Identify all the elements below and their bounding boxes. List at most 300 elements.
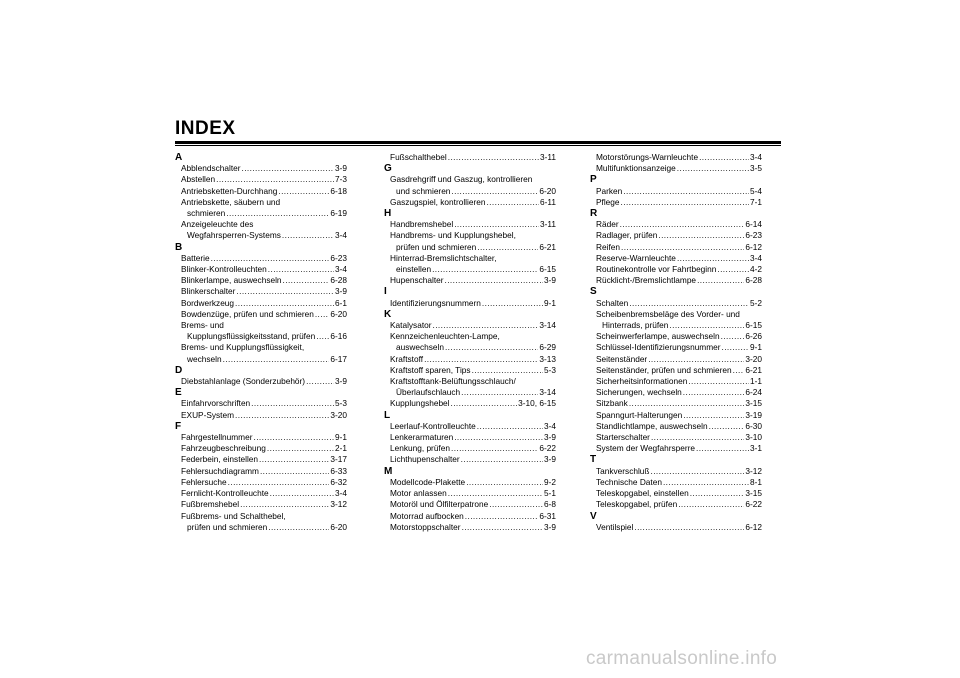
index-entry[interactable] — [590, 219, 762, 230]
index-entry-term: Spanngurt-Halterungen — [596, 409, 683, 420]
index-entry-term: Katalysator — [390, 320, 432, 331]
dot-leader — [211, 253, 330, 264]
index-entry-page: 6-29 — [539, 342, 556, 353]
index-entry[interactable] — [384, 443, 556, 454]
index-entry-term: schmieren — [187, 208, 226, 219]
index-entry-page: 3-9 — [544, 432, 556, 443]
index-entry-page: 3-4 — [750, 152, 762, 162]
page-title: INDEX — [175, 118, 236, 139]
index-entry[interactable] — [175, 466, 347, 477]
index-entry-page: 3-4 — [750, 252, 762, 263]
index-entry[interactable] — [384, 398, 556, 409]
dot-leader — [629, 298, 749, 309]
dot-leader — [466, 477, 543, 488]
index-entry-term: Abblendschalter — [181, 163, 241, 174]
index-entry-term: Rücklicht-/Bremslichtlampe — [596, 275, 697, 286]
index-entry-term: Diebstahlanlage (Sonderzubehör) — [181, 376, 306, 387]
index-entry-term: Seitenständer, prüfen und schmieren — [596, 364, 732, 375]
index-entry-page: 6-31 — [539, 510, 556, 521]
index-entry-term: System der Wegfahrsperre — [596, 443, 695, 454]
index-entry-term: Blinkerschalter — [181, 286, 236, 297]
index-entry[interactable] — [384, 152, 556, 163]
index-entry-page: 9-1 — [750, 342, 762, 353]
index-entry-page: 3-9 — [544, 521, 556, 532]
dot-leader — [306, 376, 334, 387]
index-entry-term: Starterschalter — [596, 432, 650, 443]
index-entry-term: Batterie — [181, 252, 210, 263]
index-letter: L — [384, 409, 391, 421]
index-entry[interactable] — [590, 387, 762, 398]
index-entry-term: Tankverschluß — [596, 465, 650, 476]
index-entry[interactable] — [384, 219, 556, 230]
index-letter: K — [384, 308, 392, 320]
index-entry[interactable] — [590, 522, 762, 533]
index-entry[interactable] — [590, 354, 762, 365]
index-entry[interactable] — [590, 466, 762, 477]
index-entry-page: 6-23 — [745, 230, 762, 241]
dot-leader — [651, 432, 744, 443]
index-entry-term: wechseln — [187, 353, 222, 364]
index-entry-term: Fahrgestellnummer — [181, 432, 253, 443]
index-entry[interactable] — [590, 410, 762, 421]
index-entry[interactable] — [590, 443, 762, 454]
index-entry-page: 3-9 — [335, 163, 347, 174]
index-entry-term: Federbein, einstellen — [181, 454, 259, 465]
index-entry-line: Hinterrad-Bremslichtschalter, — [390, 252, 497, 263]
index-entry[interactable] — [590, 163, 762, 174]
dot-leader — [683, 410, 744, 421]
index-entry-term: Abstellen — [181, 174, 216, 185]
dot-leader — [629, 398, 745, 409]
index-entry-page: 4-2 — [750, 264, 762, 275]
index-entry[interactable] — [384, 432, 556, 443]
index-entry[interactable] — [384, 342, 556, 353]
dot-leader — [316, 331, 329, 342]
index-entry-page: 6-20 — [330, 521, 347, 532]
index-entry[interactable] — [175, 275, 347, 286]
index-entry-page: 3-1 — [750, 443, 762, 454]
index-entry-page: 1-1 — [750, 376, 762, 387]
index-entry-term: Motorstoppschalter — [390, 521, 461, 532]
index-entry-term: Kupplungshebel — [390, 398, 450, 409]
index-entry[interactable] — [384, 499, 556, 510]
dot-leader — [223, 354, 330, 365]
dot-leader — [445, 275, 543, 286]
index-entry[interactable] — [590, 342, 762, 353]
dot-leader — [697, 275, 744, 286]
dot-leader — [283, 275, 330, 286]
index-entry-term: Sicherungen, wechseln — [596, 387, 682, 398]
index-entry-term: prüfen und schmieren — [187, 521, 268, 532]
index-entry[interactable] — [384, 477, 556, 488]
index-entry-page: 6-26 — [745, 331, 762, 342]
dot-leader — [270, 488, 334, 499]
index-entry-term: und schmieren — [396, 185, 451, 196]
index-entry-page: 3-17 — [330, 454, 347, 465]
dot-leader — [448, 152, 539, 163]
index-entry[interactable] — [590, 376, 762, 387]
index-entry[interactable] — [590, 488, 762, 499]
index-entry-page: 6-12 — [745, 521, 762, 532]
index-entry[interactable] — [175, 331, 347, 342]
index-entry-page: 3-11 — [540, 152, 556, 162]
index-letter: T — [590, 454, 597, 466]
index-entry-line: Fußbrems- und Schalthebel, — [181, 510, 286, 521]
index-entry-term: Fußbremshebel — [181, 499, 240, 510]
index-entry-line: Kennzeichenleuchten-Lampe, — [390, 331, 500, 342]
dot-leader — [482, 298, 543, 309]
index-entry-page: 8-1 — [750, 476, 762, 487]
dot-leader — [621, 197, 749, 208]
index-entry[interactable] — [175, 309, 347, 320]
index-entry-term: Blinkerlampe, auswechseln — [181, 275, 282, 286]
dot-leader — [717, 264, 749, 275]
index-entry-page: 6-33 — [330, 465, 347, 476]
index-entry[interactable] — [175, 488, 347, 499]
index-entry-term: Fußschalthebel — [390, 152, 447, 162]
index-entry[interactable] — [384, 454, 556, 465]
index-entry-page: 6-15 — [745, 320, 762, 331]
index-entry[interactable] — [590, 197, 762, 208]
index-entry-term: Scheinwerferlampe, auswechseln — [596, 331, 720, 342]
index-entry-page: 3-20 — [745, 353, 762, 364]
title-rule — [175, 141, 781, 144]
index-entry-term: Motorstörungs-Warnleuchte — [596, 152, 699, 162]
dot-leader — [677, 253, 749, 264]
index-entry[interactable] — [590, 398, 762, 409]
index-entry-page: 6-32 — [330, 476, 347, 487]
index-entry-page: 3-4 — [335, 264, 347, 275]
index-entry-line: Brems- und Kupplungsflüssigkeit, — [181, 342, 305, 353]
index-entry-page: 6-22 — [539, 443, 556, 454]
index-entry[interactable] — [590, 499, 762, 510]
index-entry-page: 6-19 — [330, 208, 347, 219]
index-entry-term: Schlüssel-Identifizierungsnummer — [596, 342, 721, 353]
index-entry-term: Seitenständer — [596, 353, 648, 364]
dot-leader — [451, 186, 538, 197]
title-rule-thin — [175, 145, 781, 146]
dot-leader — [451, 398, 518, 409]
index-entry[interactable] — [384, 511, 556, 522]
index-entry[interactable] — [175, 163, 347, 174]
index-entry-line: Scheibenbremsbeläge des Vorder- und — [596, 308, 740, 319]
index-entry-page: 6-15 — [539, 264, 556, 275]
index-letter: V — [590, 510, 597, 522]
index-entry-page: 3-9 — [335, 376, 347, 387]
index-entry-term: Kraftstoff — [390, 353, 424, 364]
index-entry-term: Handbremshebel — [390, 219, 454, 230]
index-entry-term: Identifizierungsnummern — [390, 297, 481, 308]
index-entry[interactable] — [384, 186, 556, 197]
index-letter: G — [384, 163, 392, 175]
index-entry-term: Antriebsketten-Durchhang — [181, 185, 278, 196]
index-entry-page: 3-10, 6-15 — [518, 398, 556, 409]
dot-leader — [461, 387, 538, 398]
index-entry-page: 3-14 — [539, 387, 556, 398]
dot-leader — [709, 421, 745, 432]
index-entry[interactable] — [175, 298, 347, 309]
index-entry-term: Kraftstoff sparen, Tips — [390, 364, 471, 375]
index-entry-term: Einfahrvorschriften — [181, 398, 251, 409]
dot-leader — [621, 242, 744, 253]
index-entry-page: 7-1 — [750, 196, 762, 207]
index-entry[interactable] — [384, 354, 556, 365]
index-entry[interactable] — [590, 477, 762, 488]
index-entry-page: 5-2 — [750, 297, 762, 308]
index-entry[interactable] — [384, 387, 556, 398]
dot-leader — [678, 499, 744, 510]
index-letter: H — [384, 208, 392, 220]
index-entry-page: 3-4 — [335, 230, 347, 241]
index-entry-term: Fernlicht-Kontrolleuchte — [181, 488, 269, 499]
index-entry-line: Handbrems- und Kupplungshebel, — [390, 230, 516, 241]
index-entry-page: 9-1 — [544, 297, 556, 308]
index-entry-page: 5-4 — [750, 185, 762, 196]
index-entry-term: Teleskopgabel, einstellen — [596, 488, 689, 499]
index-entry-page: 3-14 — [539, 320, 556, 331]
index-entry-page: 6-28 — [330, 275, 347, 286]
index-entry-term: Bordwerkzeug — [181, 297, 235, 308]
index-entry[interactable] — [175, 376, 347, 387]
index-letter: I — [384, 286, 387, 298]
index-entry-term: Routinekontrolle vor Fahrtbeginn — [596, 264, 717, 275]
index-entry-page: 9-2 — [544, 476, 556, 487]
dot-leader — [451, 443, 538, 454]
index-entry-page: 3-12 — [745, 465, 762, 476]
index-entry-page: 5-1 — [544, 488, 556, 499]
index-entry-page: 6-16 — [330, 331, 347, 342]
dot-leader — [623, 186, 749, 197]
index-entry-term: Lenkung, prüfen — [390, 443, 450, 454]
dot-leader — [677, 163, 749, 174]
index-entry[interactable] — [590, 253, 762, 264]
index-entry[interactable] — [175, 477, 347, 488]
index-column-2 — [384, 152, 556, 533]
index-entry-page: 6-24 — [745, 387, 762, 398]
dot-leader — [489, 499, 543, 510]
dot-leader — [683, 387, 745, 398]
dot-leader — [663, 477, 749, 488]
index-letter: F — [175, 420, 182, 432]
index-entry[interactable] — [590, 421, 762, 432]
dot-leader — [424, 354, 538, 365]
dot-leader — [648, 354, 744, 365]
index-entry[interactable] — [175, 186, 347, 197]
dot-leader — [465, 511, 539, 522]
index-entry-page: 3-15 — [745, 398, 762, 409]
dot-leader — [721, 331, 745, 342]
index-entry-page: 6-22 — [745, 499, 762, 510]
index-entry[interactable] — [590, 432, 762, 443]
index-entry[interactable] — [590, 275, 762, 286]
dot-leader — [454, 432, 543, 443]
dot-leader — [448, 488, 543, 499]
dot-leader — [236, 286, 334, 297]
dot-leader — [477, 421, 543, 432]
index-entry-page: 3-9 — [544, 275, 556, 286]
index-entry[interactable] — [384, 421, 556, 432]
index-entry-page: 3-13 — [539, 353, 556, 364]
index-entry-page: 3-4 — [335, 488, 347, 499]
index-entry-term: Pflege — [596, 196, 620, 207]
dot-leader — [235, 298, 334, 309]
index-entry[interactable] — [590, 320, 762, 331]
index-entry[interactable] — [590, 242, 762, 253]
index-entry-term: Radlager, prüfen — [596, 230, 658, 241]
dot-leader — [454, 219, 539, 230]
dot-leader — [462, 522, 543, 533]
index-entry-term: Multifunktionsanzeige — [596, 163, 676, 174]
dot-leader — [268, 522, 329, 533]
index-entry-term: Parken — [596, 185, 623, 196]
dot-leader — [228, 477, 330, 488]
index-letter: E — [175, 387, 182, 399]
dot-leader — [432, 264, 538, 275]
index-entry-page: 3-9 — [544, 454, 556, 465]
index-entry-term: Motor anlassen — [390, 488, 447, 499]
dot-leader — [445, 342, 538, 353]
dot-leader — [267, 443, 334, 454]
index-entry-term: Technische Daten — [596, 476, 662, 487]
dot-leader — [620, 219, 745, 230]
index-entry-page: 3-19 — [745, 409, 762, 420]
watermark: carmanualsonline.info — [586, 648, 778, 669]
index-entry-term: Sitzbank — [596, 398, 628, 409]
index-entry-page: 6-30 — [745, 420, 762, 431]
index-entry[interactable] — [175, 410, 347, 421]
dot-leader — [278, 186, 329, 197]
index-entry-term: Bowdenzüge, prüfen und schmieren — [181, 308, 314, 319]
index-entry-term: prüfen und schmieren — [396, 241, 477, 252]
dot-leader — [651, 466, 745, 477]
index-entry-term: Kupplungsflüssigkeitsstand, prüfen — [187, 331, 316, 342]
index-entry-page: 6-23 — [330, 252, 347, 263]
index-entry-page: 6-18 — [330, 185, 347, 196]
index-entry-page: 6-1 — [335, 297, 347, 308]
index-entry[interactable] — [175, 443, 347, 454]
dot-leader — [461, 454, 543, 465]
index-entry[interactable] — [175, 354, 347, 365]
index-entry-page: 6-21 — [745, 364, 762, 375]
index-entry-term: Räder — [596, 219, 619, 230]
index-column-3 — [590, 152, 762, 533]
index-entry-term: Fehlersuchdiagramm — [181, 465, 259, 476]
index-entry-term: Sicherheitsinformationen — [596, 376, 688, 387]
index-entry[interactable] — [384, 264, 556, 275]
index-entry-page: 9-1 — [335, 432, 347, 443]
index-entry[interactable] — [384, 488, 556, 499]
index-entry[interactable] — [590, 152, 762, 163]
dot-leader — [486, 197, 539, 208]
index-entry[interactable] — [384, 365, 556, 376]
index-entry[interactable] — [384, 298, 556, 309]
index-entry-page: 6-21 — [539, 241, 556, 252]
index-entry[interactable] — [175, 174, 347, 185]
index-entry-page: 6-14 — [745, 219, 762, 230]
index-entry-term: Reifen — [596, 241, 620, 252]
index-entry-term: Blinker-Kontrolleuchten — [181, 264, 267, 275]
index-entry[interactable] — [175, 522, 347, 533]
index-entry-page: 3-4 — [544, 420, 556, 431]
dot-leader — [669, 320, 744, 331]
index-entry[interactable] — [175, 208, 347, 219]
index-entry-line: Kraftstofftank-Belüftungsschlauch/ — [390, 376, 516, 387]
index-entry-page: 5-3 — [335, 398, 347, 409]
index-entry-term: Teleskopgabel, prüfen — [596, 499, 678, 510]
dot-leader — [242, 163, 334, 174]
index-entry-line: Antriebskette, säubern und — [181, 196, 281, 207]
index-entry-page: 6-20 — [330, 308, 347, 319]
dot-leader — [433, 320, 539, 331]
index-entry[interactable] — [384, 522, 556, 533]
index-entry[interactable] — [590, 365, 762, 376]
index-entry[interactable] — [175, 230, 347, 241]
index-entry[interactable] — [175, 432, 347, 443]
index-entry[interactable] — [384, 275, 556, 286]
index-entry-page: 3-15 — [745, 488, 762, 499]
index-letter: D — [175, 364, 183, 376]
dot-leader — [733, 365, 745, 376]
index-entry-term: Wegfahrsperren-Systems — [187, 230, 281, 241]
index-entry-page: 3-10 — [745, 432, 762, 443]
index-entry-page: 6-8 — [544, 499, 556, 510]
index-entry[interactable] — [175, 454, 347, 465]
index-letter: R — [590, 208, 598, 220]
index-entry-line: Anzeigeleuchte des — [181, 219, 254, 230]
index-entry[interactable] — [384, 242, 556, 253]
dot-leader — [472, 365, 543, 376]
index-entry-page: 6-20 — [539, 185, 556, 196]
index-entry[interactable] — [590, 230, 762, 241]
index-letter: B — [175, 241, 183, 253]
dot-leader — [658, 230, 744, 241]
index-letter: A — [175, 152, 183, 163]
index-entry[interactable] — [384, 197, 556, 208]
index-entry[interactable] — [175, 286, 347, 297]
dot-leader — [696, 443, 749, 454]
index-entry[interactable] — [175, 253, 347, 264]
index-entry[interactable] — [590, 331, 762, 342]
index-entry[interactable] — [175, 398, 347, 409]
index-entry-term: Lichthupenschalter — [390, 454, 460, 465]
index-entry-page: 3-12 — [330, 499, 347, 510]
index-entry-term: Fahrzeugbeschreibung — [181, 443, 266, 454]
index-entry-page: 6-28 — [745, 275, 762, 286]
index-entry-page: 3-5 — [750, 163, 762, 174]
index-entry[interactable] — [590, 186, 762, 197]
index-entry[interactable] — [384, 320, 556, 331]
index-entry-page: 6-17 — [330, 353, 347, 364]
dot-leader — [253, 432, 334, 443]
index-entry-term: Motoröl und Ölfilterpatrone — [390, 499, 489, 510]
index-entry[interactable] — [590, 264, 762, 275]
dot-leader — [722, 342, 749, 353]
index-entry[interactable] — [175, 499, 347, 510]
index-entry-page: 2-1 — [335, 443, 347, 454]
dot-leader — [699, 152, 749, 163]
index-entry[interactable] — [590, 298, 762, 309]
index-entry[interactable] — [175, 264, 347, 275]
dot-leader — [251, 398, 334, 409]
index-entry-term: Reserve-Warnleuchte — [596, 252, 676, 263]
index-entry-term: Hinterrads, prüfen — [602, 320, 669, 331]
index-entry-term: Modellcode-Plakette — [390, 476, 466, 487]
index-letter: S — [590, 286, 597, 298]
dot-leader — [688, 376, 749, 387]
index-entry-term: EXUP-System — [181, 409, 235, 420]
index-entry-term: Hupenschalter — [390, 275, 444, 286]
dot-leader — [690, 488, 745, 499]
